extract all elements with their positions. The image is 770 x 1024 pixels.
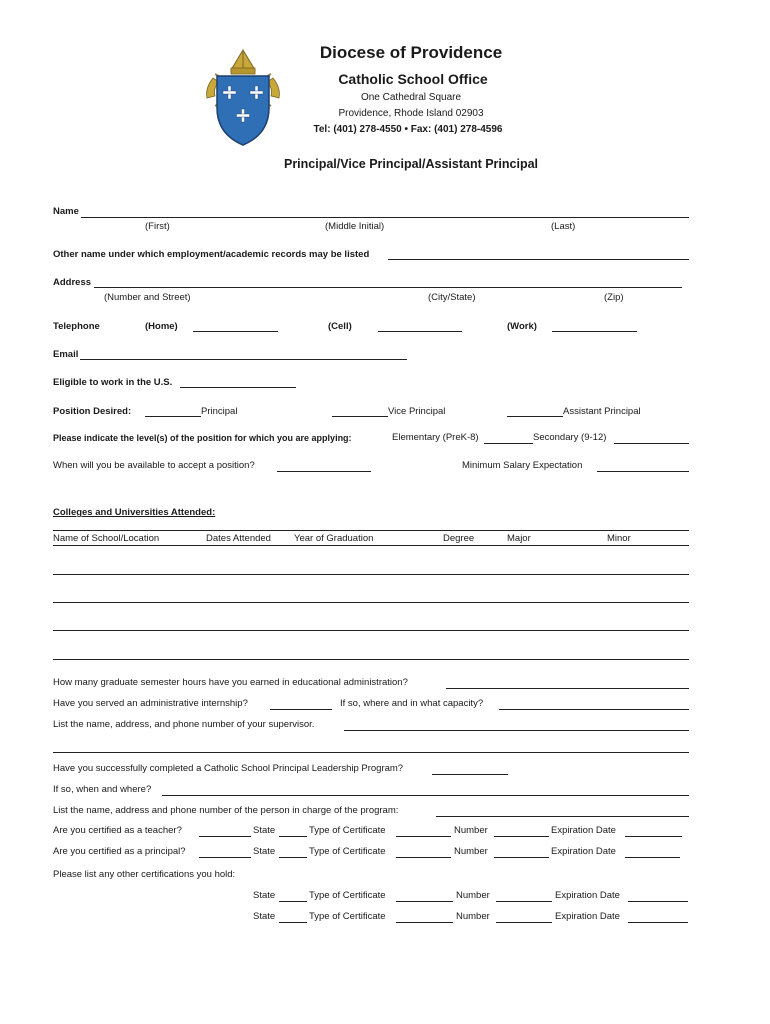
principal-number-label: Number [454, 846, 488, 857]
principal-option: Principal [201, 406, 238, 417]
cell-phone-label: (Cell) [328, 321, 352, 332]
assistant-principal-blank[interactable] [507, 416, 563, 417]
other-cert1-type-field[interactable] [396, 901, 453, 902]
principal-type-field[interactable] [396, 857, 451, 858]
name-field[interactable] [81, 217, 689, 218]
other-cert2-number-field[interactable] [496, 922, 552, 923]
other-cert2-number-label: Number [456, 911, 490, 922]
secondary-blank[interactable] [614, 443, 689, 444]
colleges-heading: Colleges and Universities Attended: [53, 507, 216, 518]
leadership-question: Have you successfully completed a Catholic School Principal Leadership Program? [53, 763, 404, 774]
other-name-field[interactable] [388, 259, 689, 260]
form-title: Principal/Vice Principal/Assistant Principal [283, 157, 539, 171]
capacity-field[interactable] [499, 709, 689, 710]
other-cert1-state-label: State [253, 890, 276, 901]
hours-question: How many graduate semester hours have you earned in educational administration? [53, 677, 408, 688]
teacher-expiration-label: Expiration Date [551, 825, 616, 836]
salary-field[interactable] [597, 471, 689, 472]
vice-principal-option: Vice Principal [388, 406, 446, 417]
principal-state-field[interactable] [279, 857, 307, 858]
college-row-1[interactable] [53, 574, 689, 575]
colleges-top-rule [53, 530, 689, 531]
email-label: Email [53, 349, 79, 360]
col-degree: Degree [443, 533, 475, 544]
principal-type-label: Type of Certificate [309, 846, 386, 857]
other-cert1-number-field[interactable] [496, 901, 552, 902]
name-first-caption: (First) [145, 221, 170, 232]
col-major: Major [507, 533, 531, 544]
colleges-header-rule [53, 545, 689, 546]
availability-label: When will you be available to accept a position? [53, 460, 255, 471]
availability-field[interactable] [277, 471, 371, 472]
eligible-label: Eligible to work in the U.S. [53, 377, 173, 388]
eligible-field[interactable] [180, 387, 296, 388]
other-cert1-expiration-label: Expiration Date [555, 890, 620, 901]
other-cert2-state-label: State [253, 911, 276, 922]
office-phone-fax: Tel: (401) 278-4550 • Fax: (401) 278-4596 [313, 124, 503, 135]
secondary-option: Secondary (9-12) [533, 432, 607, 443]
cell-phone-field[interactable] [378, 331, 462, 332]
salary-label: Minimum Salary Expectation [462, 460, 583, 471]
other-cert2-expiration-label: Expiration Date [555, 911, 620, 922]
diocese-seal [203, 46, 283, 148]
name-last-caption: (Last) [551, 221, 576, 232]
name-middle-caption: (Middle Initial) [325, 221, 385, 232]
teacher-type-label: Type of Certificate [309, 825, 386, 836]
level-label: Please indicate the level(s) of the position for which you are applying: [53, 433, 352, 443]
address-label: Address [53, 277, 92, 288]
home-phone-field[interactable] [193, 331, 278, 332]
work-phone-label: (Work) [507, 321, 537, 332]
telephone-label: Telephone [53, 321, 100, 332]
col-year: Year of Graduation [294, 533, 374, 544]
other-cert2-type-label: Type of Certificate [309, 911, 386, 922]
when-where-question: If so, when and where? [53, 784, 152, 795]
supervisor-question: List the name, address, and phone number of your supervisor. [53, 719, 315, 730]
when-where-field[interactable] [162, 795, 689, 796]
work-phone-field[interactable] [552, 331, 637, 332]
other-cert2-type-field[interactable] [396, 922, 453, 923]
program-person-field[interactable] [436, 816, 689, 817]
principal-state-label: State [253, 846, 276, 857]
elementary-blank[interactable] [484, 443, 533, 444]
principal-blank[interactable] [145, 416, 201, 417]
email-field[interactable] [80, 359, 407, 360]
supervisor-field-2[interactable] [53, 752, 689, 753]
other-cert2-state-field[interactable] [279, 922, 307, 923]
principal-expiration-field[interactable] [625, 857, 680, 858]
teacher-state-field[interactable] [279, 836, 307, 837]
cert-teacher-field[interactable] [199, 836, 251, 837]
col-school: Name of School/Location [53, 533, 160, 544]
teacher-expiration-field[interactable] [625, 836, 682, 837]
internship-field[interactable] [270, 709, 332, 710]
address-city-caption: (City/State) [428, 292, 476, 303]
col-minor: Minor [607, 533, 631, 544]
address-street-caption: (Number and Street) [104, 292, 191, 303]
hours-field[interactable] [446, 688, 689, 689]
cert-principal-question: Are you certified as a principal? [53, 846, 186, 857]
teacher-type-field[interactable] [396, 836, 451, 837]
teacher-number-field[interactable] [494, 836, 549, 837]
capacity-question: If so, where and in what capacity? [340, 698, 484, 709]
col-dates: Dates Attended [206, 533, 271, 544]
elementary-option: Elementary (PreK-8) [392, 432, 479, 443]
assistant-principal-option: Assistant Principal [563, 406, 641, 417]
home-phone-label: (Home) [145, 321, 178, 332]
other-certs-question: Please list any other certifications you hold: [53, 869, 236, 880]
other-name-label: Other name under which employment/academic records may be listed [53, 249, 370, 260]
office-title: Catholic School Office [338, 71, 488, 87]
program-person-question: List the name, address and phone number of the person in charge of the program: [53, 805, 399, 816]
teacher-state-label: State [253, 825, 276, 836]
principal-expiration-label: Expiration Date [551, 846, 616, 857]
supervisor-field[interactable] [344, 730, 689, 731]
other-cert1-expiration-field[interactable] [628, 901, 688, 902]
internship-question: Have you served an administrative internship? [53, 698, 248, 709]
other-cert1-type-label: Type of Certificate [309, 890, 386, 901]
college-row-4[interactable] [53, 659, 689, 660]
cert-teacher-question: Are you certified as a teacher? [53, 825, 182, 836]
leadership-field[interactable] [432, 774, 508, 775]
cert-principal-field[interactable] [199, 857, 251, 858]
other-cert1-state-field[interactable] [279, 901, 307, 902]
vice-principal-blank[interactable] [332, 416, 388, 417]
teacher-number-label: Number [454, 825, 488, 836]
address-field[interactable] [94, 287, 682, 288]
principal-number-field[interactable] [494, 857, 549, 858]
name-label: Name [53, 206, 79, 217]
other-cert2-expiration-field[interactable] [628, 922, 688, 923]
college-row-3[interactable] [53, 630, 689, 631]
other-cert1-number-label: Number [456, 890, 490, 901]
position-label: Position Desired: [53, 406, 132, 417]
office-street: One Cathedral Square [360, 92, 462, 103]
address-zip-caption: (Zip) [604, 292, 624, 303]
office-city: Providence, Rhode Island 02903 [338, 108, 484, 119]
college-row-2[interactable] [53, 602, 689, 603]
org-title: Diocese of Providence [319, 43, 503, 62]
